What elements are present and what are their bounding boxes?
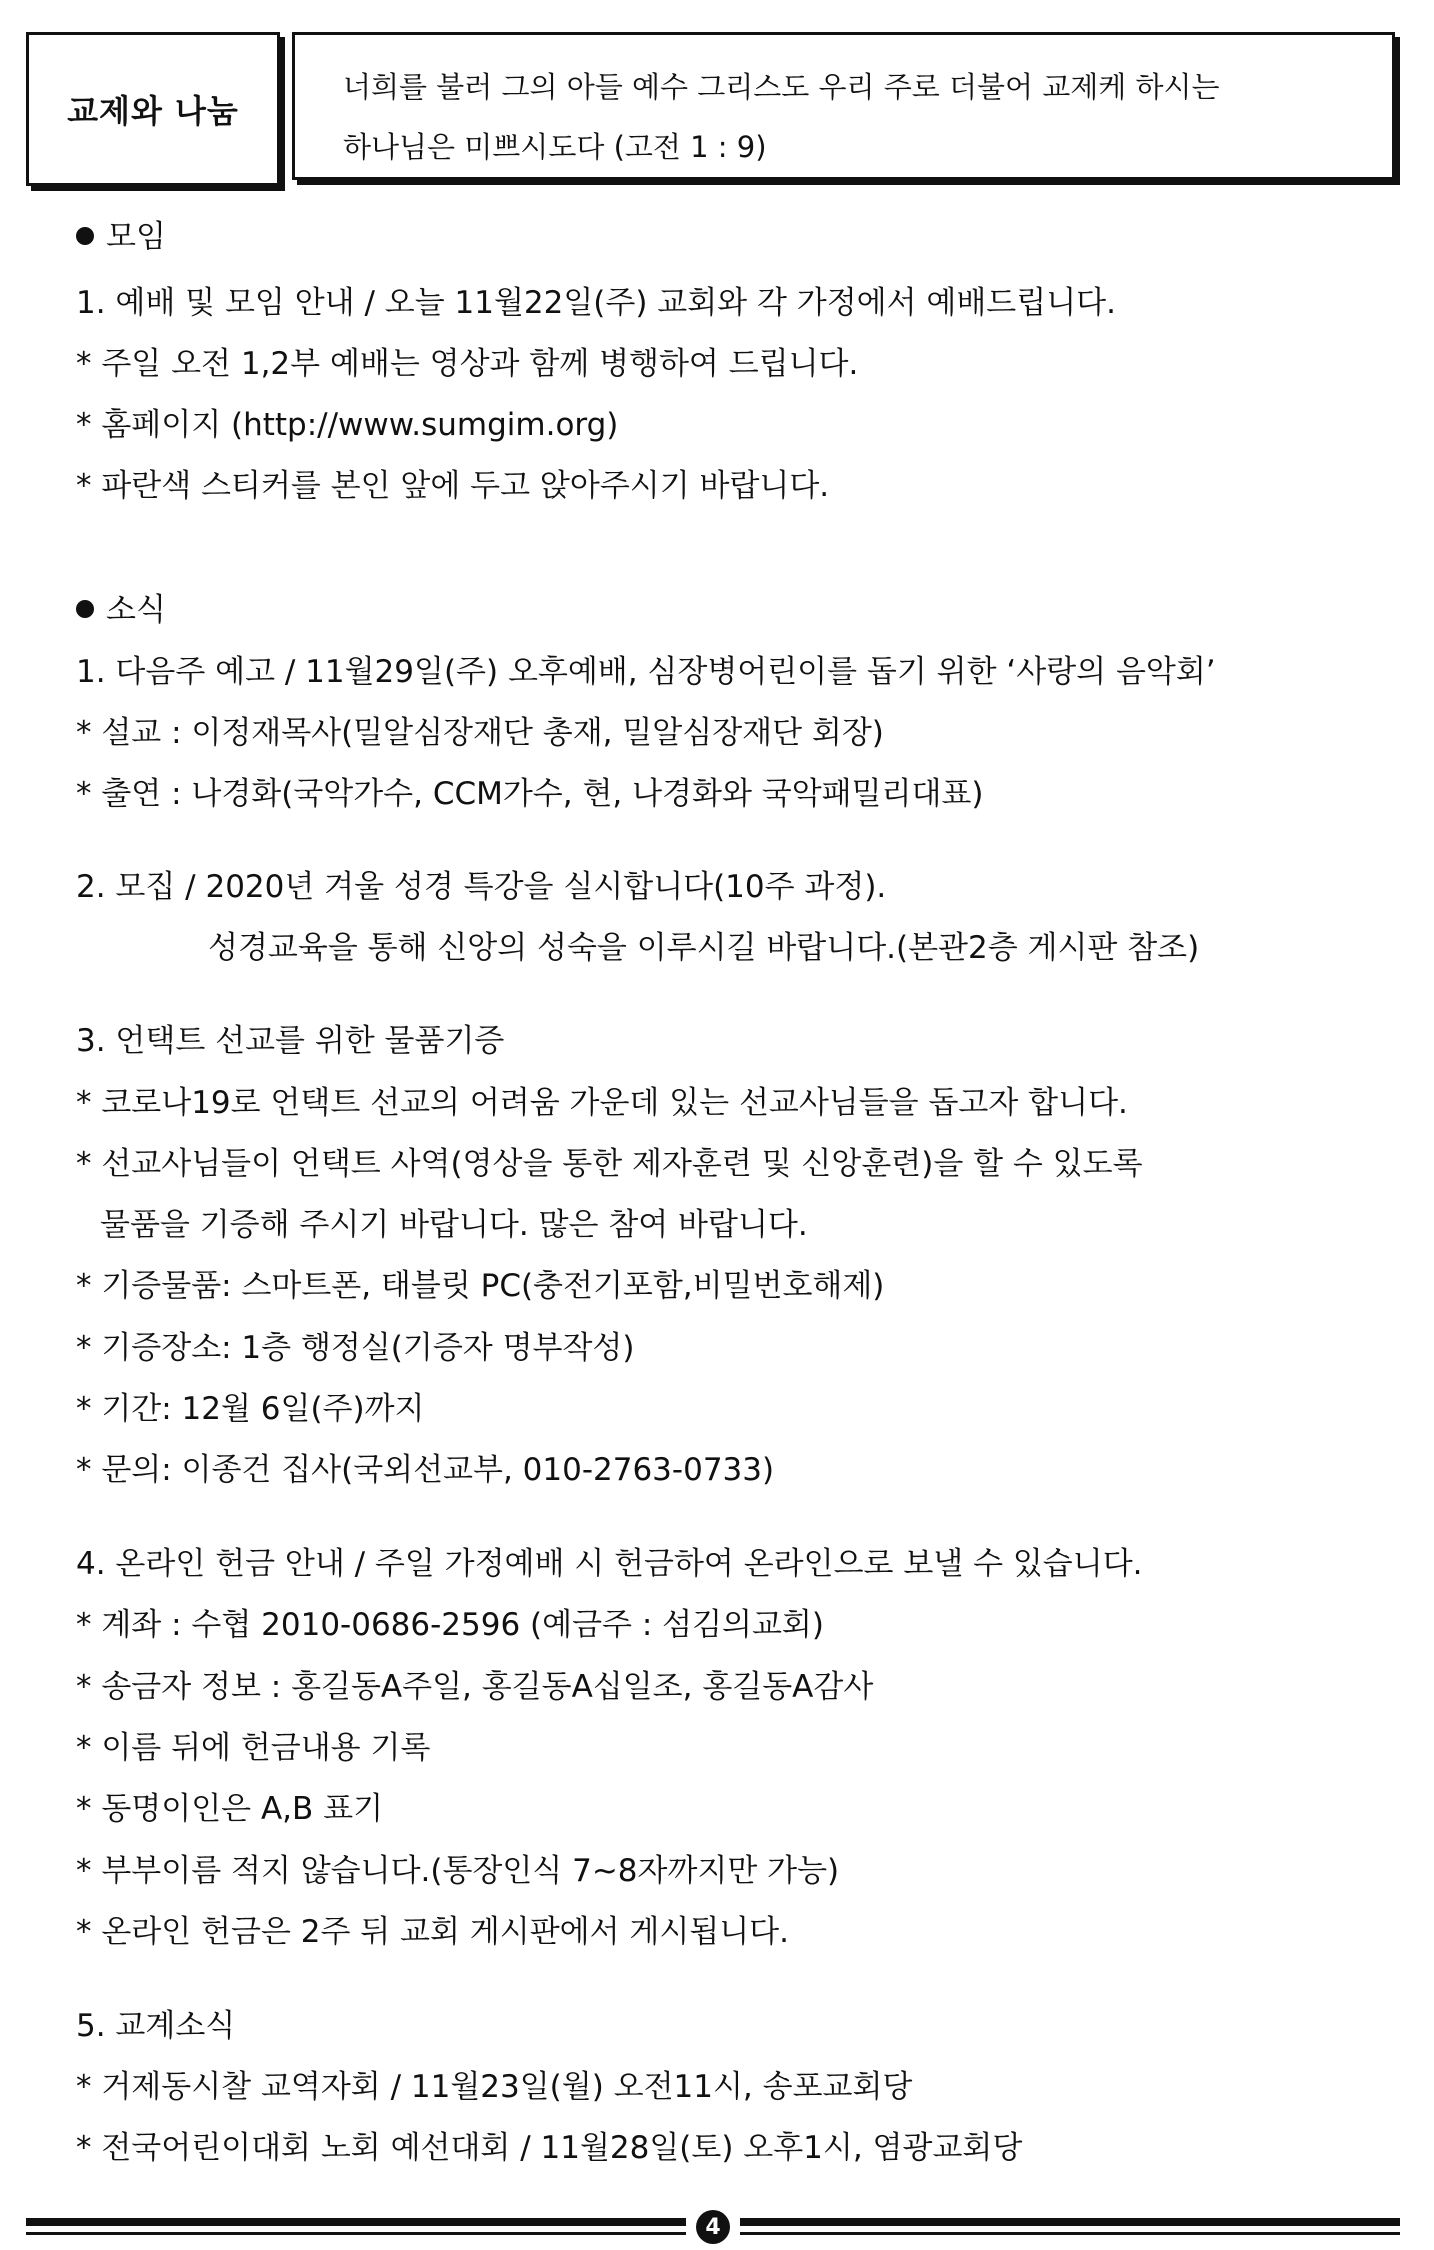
news-item: 3. 언택트 선교를 위한 물품기증 — [76, 1023, 505, 1059]
news-item: 2. 모집 / 2020년 겨울 성경 특강을 실시합니다(10주 과정). — [76, 869, 887, 905]
footer-rule-left-thin — [26, 2232, 686, 2235]
section-title-box — [26, 32, 280, 186]
news-item: * 동명이인은 A,B 표기 — [76, 1791, 384, 1827]
footer-rule-right-thin — [740, 2232, 1400, 2235]
meeting-item: 1. 예배 및 모임 안내 / 오늘 11월22일(주) 교회와 각 가정에서 예배드립니다. — [76, 285, 1116, 321]
news-item: 물품을 기증해 주시기 바랍니다. 많은 참여 바랍니다. — [100, 1207, 808, 1243]
news-item: * 온라인 헌금은 2주 뒤 교회 게시판에서 게시됩니다. — [76, 1914, 789, 1950]
news-item: * 부부이름 적지 않습니다.(통장인식 7~8자까지만 가능) — [76, 1853, 840, 1889]
verse-line-2: 하나님은 미쁘시도다 (고전 1 : 9) — [343, 130, 767, 164]
news-item: * 거제동시찰 교역자회 / 11월23일(월) 오전11시, 송포교회당 — [76, 2069, 913, 2105]
news-item: * 문의: 이종건 집사(국외선교부, 010-2763-0733) — [76, 1452, 775, 1488]
news-item: * 기증장소: 1층 행정실(기증자 명부작성) — [76, 1330, 635, 1366]
news-item: 5. 교계소식 — [76, 2008, 236, 2044]
footer-rule-left — [26, 2218, 686, 2226]
news-item: * 설교 : 이정재목사(밀알심장재단 총재, 밀알심장재단 회장) — [76, 715, 884, 751]
news-item: * 전국어린이대회 노회 예선대회 / 11월28일(토) 오후1시, 염광교회당 — [76, 2130, 1023, 2166]
news-item: 1. 다음주 예고 / 11월29일(주) 오후예배, 심장병어린이를 돕기 위한 ‘사랑의 음악회’ — [76, 654, 1216, 690]
news-item: * 이름 뒤에 헌금내용 기록 — [76, 1730, 431, 1766]
meeting-item: * 홈페이지 (http://www.sumgim.org) — [76, 407, 619, 443]
page-number: 4 — [696, 2210, 730, 2244]
news-item: 성경교육을 통해 신앙의 성숙을 이루시길 바랍니다.(본관2층 게시판 참조) — [208, 930, 1200, 966]
news-item: * 선교사님들이 언택트 사역(영상을 통한 제자훈련 및 신앙훈련)을 할 수 있도록 — [76, 1146, 1143, 1182]
meeting-heading: 모임 — [76, 222, 166, 253]
news-item: * 기증물품: 스마트폰, 태블릿 PC(충전기포함,비밀번호해제) — [76, 1268, 885, 1304]
news-item: * 송금자 정보 : 홍길동A주일, 홍길동A십일조, 홍길동A감사 — [76, 1669, 874, 1705]
meeting-item: * 주일 오전 1,2부 예배는 영상과 함께 병행하여 드립니다. — [76, 346, 859, 382]
section-title: 교제와 나눔 — [67, 92, 239, 130]
meeting-item: * 파란색 스티커를 본인 앞에 두고 앉아주시기 바랍니다. — [76, 468, 830, 504]
news-heading: 소식 — [76, 595, 166, 626]
bible-verse-box — [292, 32, 1395, 180]
news-item: 4. 온라인 헌금 안내 / 주일 가정예배 시 헌금하여 온라인으로 보낼 수 있습니다. — [76, 1546, 1143, 1582]
news-item: * 기간: 12월 6일(주)까지 — [76, 1391, 425, 1427]
news-item: * 출연 : 나경화(국악가수, CCM가수, 현, 나경화와 국악패밀리대표) — [76, 776, 984, 812]
verse-line-1: 너희를 불러 그의 아들 예수 그리스도 우리 주로 더불어 교제케 하시는 — [343, 70, 1220, 104]
news-item: * 코로나19로 언택트 선교의 어려움 가운데 있는 선교사님들을 돕고자 합니다. — [76, 1085, 1128, 1121]
footer-rule-right — [740, 2218, 1400, 2226]
news-item: * 계좌 : 수협 2010-0686-2596 (예금주 : 섬김의교회) — [76, 1607, 824, 1643]
